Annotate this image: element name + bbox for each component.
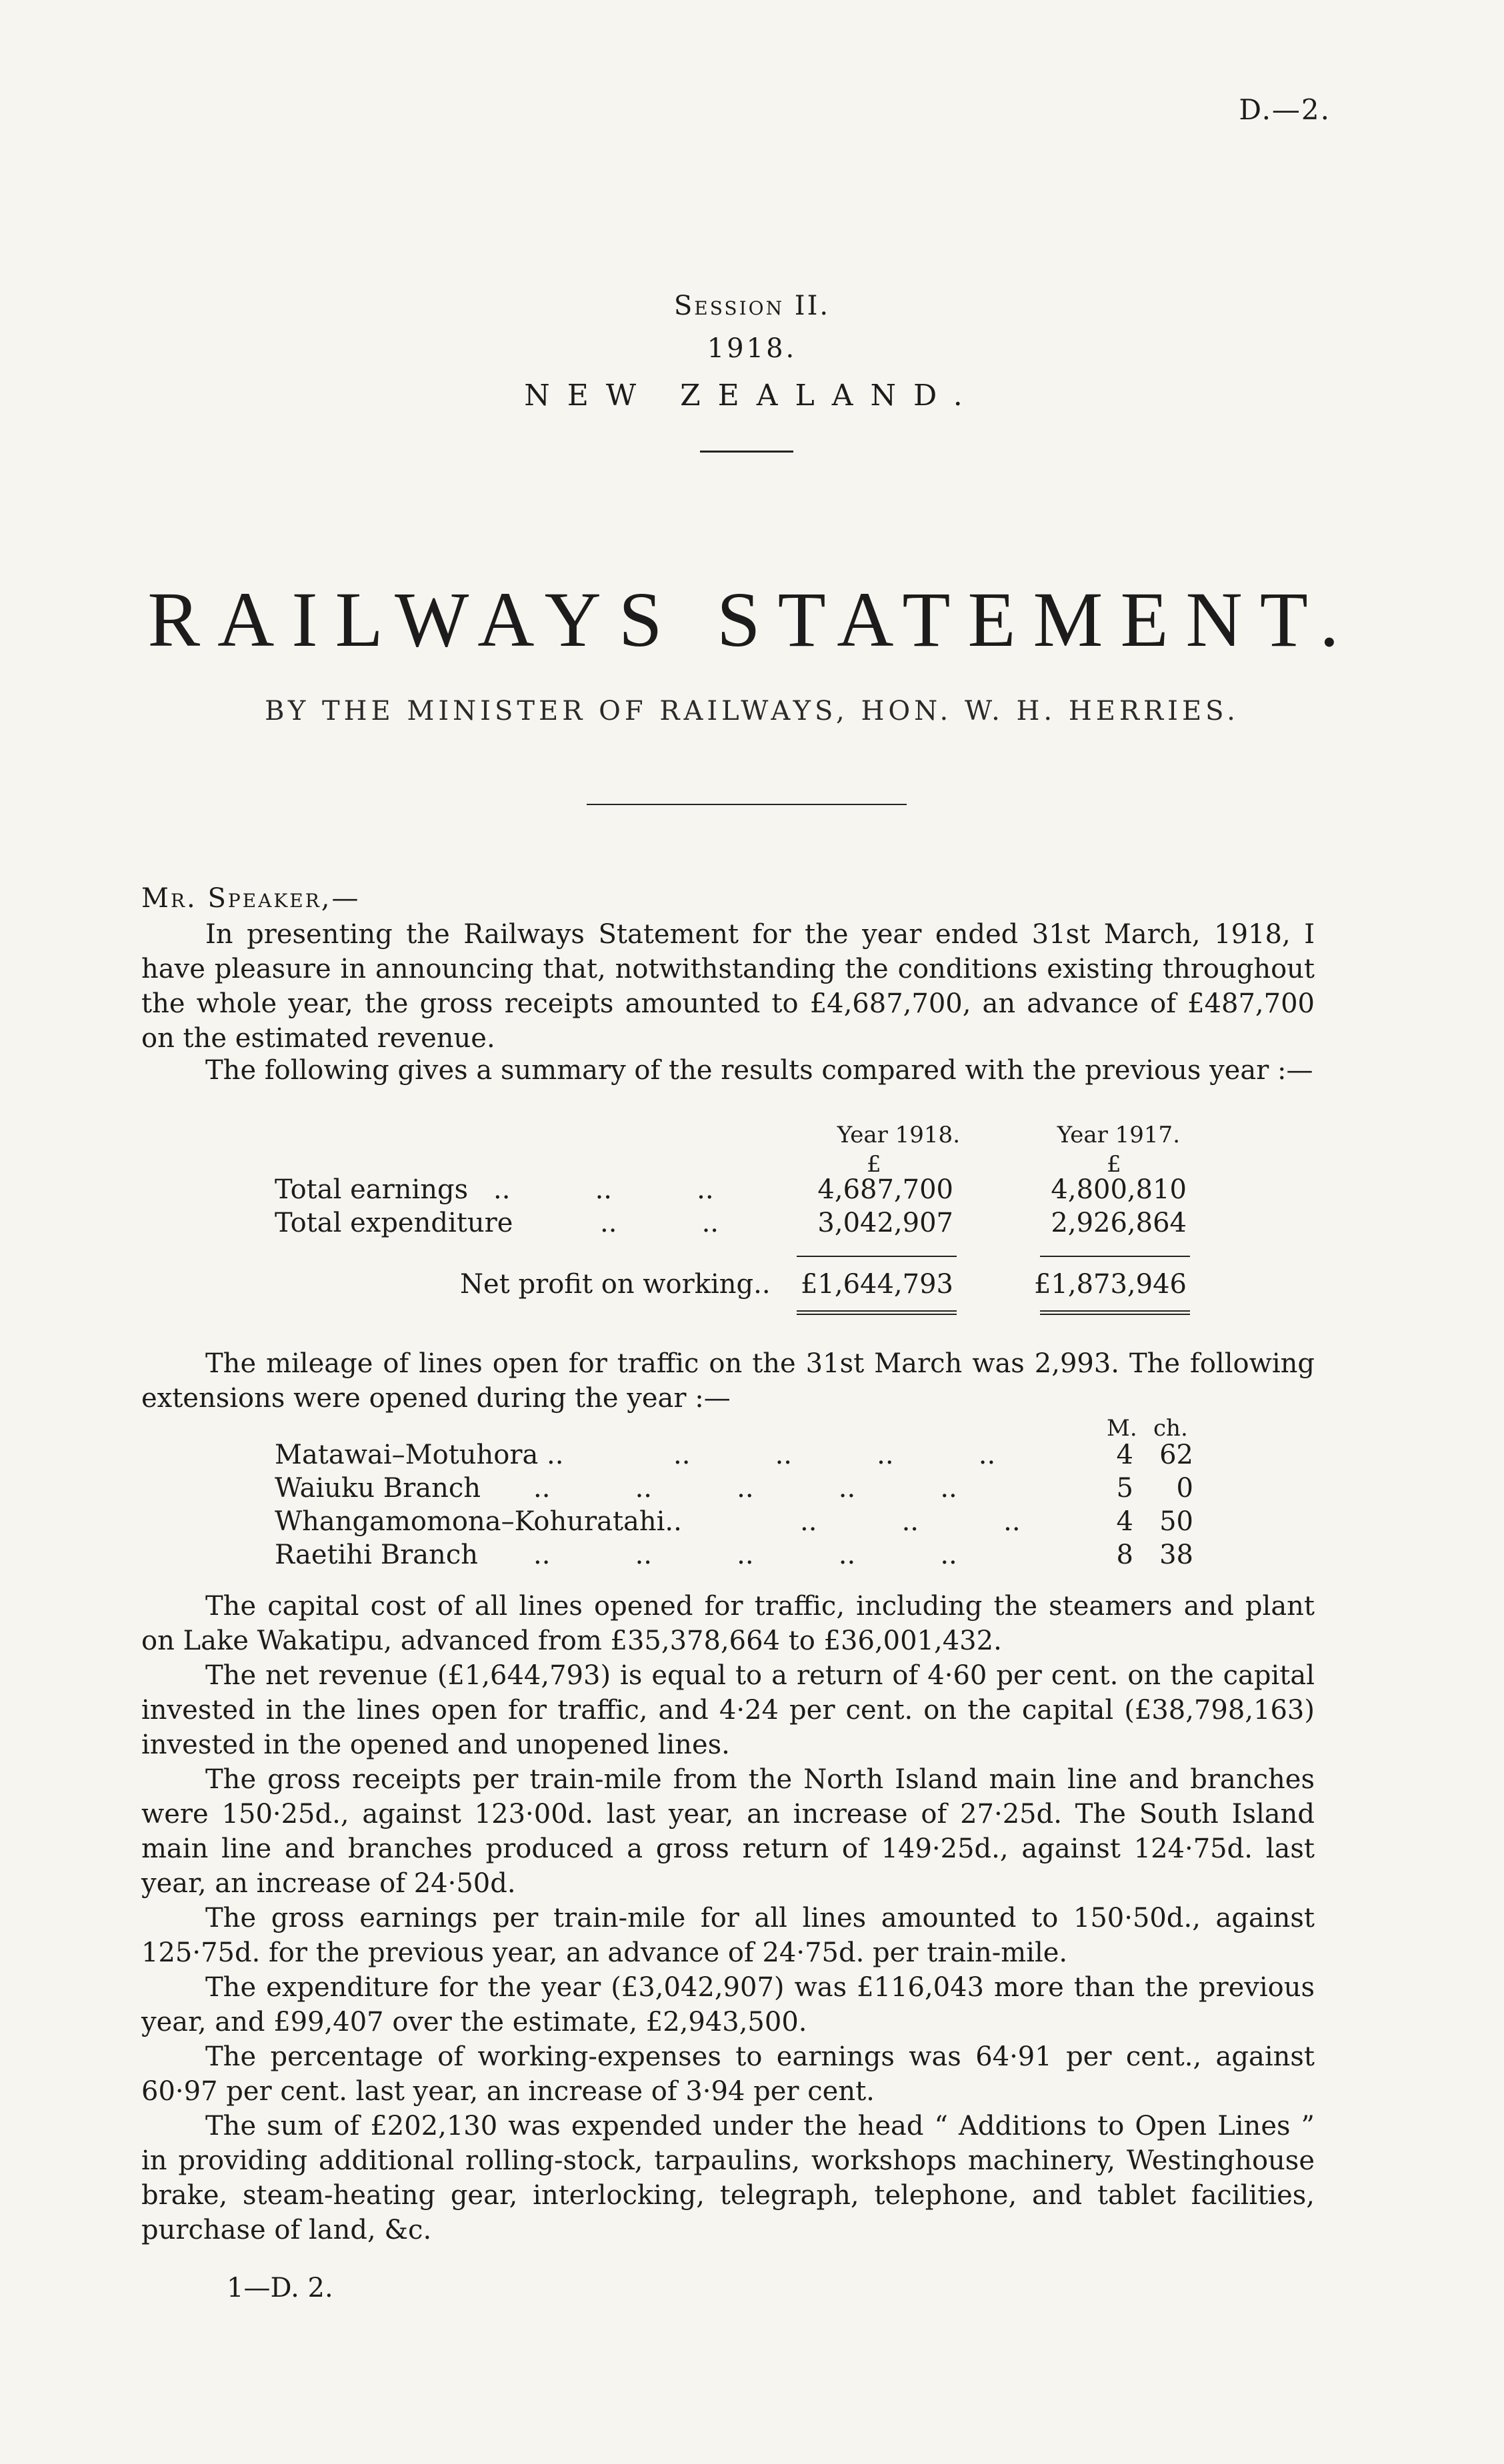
summary-row-label: Total earnings bbox=[275, 1174, 469, 1205]
extension-miles: 8 bbox=[1116, 1540, 1133, 1570]
document-reference: D.—2. bbox=[1239, 93, 1331, 126]
extension-dots: .. .. .. .. .. bbox=[533, 1473, 957, 1504]
page-subtitle: BY THE MINISTER OF RAILWAYS, HON. W. H. HERRIES. bbox=[265, 696, 1239, 726]
extension-chains: 62 bbox=[1159, 1440, 1193, 1470]
title-rule bbox=[587, 804, 907, 805]
paragraph-opening bbox=[141, 917, 1315, 1056]
summary-row-1918: 3,042,907 bbox=[817, 1208, 953, 1238]
summary-col-1918-header: Year 1918. bbox=[837, 1122, 960, 1148]
session-label: Session II. bbox=[673, 291, 831, 321]
paragraph-additions-text: The sum of £202,130 was expended under the head “ Additions to Open Lines ” in providing additional rolling-stock, tarpaulins, workshops machinery, Westinghouse brake, steam-heating gear, interlocking, telegraph, telephone, and tablet facilities, purchase of land, &c. bbox=[141, 2111, 1315, 2245]
paragraph-additions bbox=[141, 2109, 1315, 2247]
paragraph-capital-cost bbox=[141, 1589, 1315, 1658]
extension-chains: 38 bbox=[1159, 1540, 1193, 1570]
summary-net-label: Net profit on working.. bbox=[460, 1269, 771, 1300]
summary-unit-1918: £ bbox=[867, 1151, 881, 1178]
summary-subtotal-rule-1917 bbox=[1040, 1256, 1190, 1257]
extension-name: Waiuku Branch bbox=[275, 1473, 481, 1504]
paragraph-mileage bbox=[141, 1346, 1315, 1416]
paragraph-summary-intro bbox=[141, 1053, 1315, 1088]
paragraph-summary-intro-text: The following gives a summary of the results compared with the previous year :— bbox=[205, 1055, 1313, 1086]
paragraph-capital-cost-text: The capital cost of all lines opened for traffic, including the steamers and plant on Lake Wakatipu, advanced from £35,378,664 to £36,001,432. bbox=[141, 1591, 1315, 1656]
summary-row-dots: .. .. bbox=[600, 1208, 719, 1238]
footer-reference: 1—D. 2. bbox=[227, 2273, 333, 2303]
extensions-col-m-header: M. bbox=[1107, 1415, 1137, 1442]
summary-total-double-rule-1918 bbox=[797, 1310, 957, 1315]
summary-net-1917: £1,873,946 bbox=[1033, 1269, 1187, 1300]
extension-miles: 5 bbox=[1116, 1473, 1133, 1504]
paragraph-opening-text: In presenting the Railways Statement for the year ended 31st March, 1918, I have pleasure in announcing that, notwithstanding the conditions existing throughout the whole year, the gross receipts amounted to £4,687,700, an advance of £487,700 on the estimated revenue. bbox=[141, 919, 1315, 1054]
paragraph-gross-receipts-text: The gross receipts per train-mile from the North Island main line and branches were 150·25d., against 123·00d. last year, an increase of 27·25d. The South Island main line and branches produced a gross return of 149·25d., against 124·75d. last year, an increase of 24·50d. bbox=[141, 1764, 1315, 1899]
extension-name: Matawai–Motuhora .. bbox=[275, 1440, 564, 1470]
paragraph-working-expenses-text: The percentage of working-expenses to earnings was 64·91 per cent., against 60·97 per cent. last year, an increase of 3·94 per cent. bbox=[141, 2041, 1315, 2107]
extension-dots: .. .. .. .. .. bbox=[533, 1540, 957, 1570]
year-label: 1918. bbox=[707, 333, 797, 364]
summary-unit-1917: £ bbox=[1107, 1151, 1121, 1178]
paragraph-expenditure-text: The expenditure for the year (£3,042,907) was £116,043 more than the previous year, and £99,407 over the estimate, £2,943,500. bbox=[141, 1972, 1315, 2037]
summary-total-double-rule-1917 bbox=[1040, 1310, 1190, 1315]
extension-miles: 4 bbox=[1116, 1440, 1133, 1470]
extension-name: Raetihi Branch bbox=[275, 1540, 478, 1570]
summary-row-1918: 4,687,700 bbox=[817, 1174, 953, 1205]
header-rule bbox=[700, 451, 793, 453]
paragraph-gross-earnings bbox=[141, 1901, 1315, 1970]
paragraph-expenditure bbox=[141, 1970, 1315, 2039]
extension-chains: 0 bbox=[1176, 1473, 1193, 1504]
page-title: RAILWAYS STATEMENT. bbox=[147, 576, 1357, 663]
summary-row-1917: 4,800,810 bbox=[1051, 1174, 1187, 1205]
summary-row-label: Total expenditure bbox=[275, 1208, 513, 1238]
summary-subtotal-rule-1918 bbox=[797, 1256, 957, 1257]
paragraph-net-revenue bbox=[141, 1658, 1315, 1762]
extension-dots: .. .. .. bbox=[800, 1506, 1021, 1537]
country-label: NEW ZEALAND. bbox=[524, 379, 980, 413]
extension-chains: 50 bbox=[1159, 1506, 1193, 1537]
summary-net-1918: £1,644,793 bbox=[800, 1269, 953, 1300]
paragraph-gross-receipts bbox=[141, 1762, 1315, 1901]
summary-row-1917: 2,926,864 bbox=[1051, 1208, 1187, 1238]
paragraph-mileage-text: The mileage of lines open for traffic on the 31st March was 2,993. The following extensions were opened during the year :— bbox=[141, 1348, 1315, 1414]
extension-dots: .. .. .. .. bbox=[673, 1440, 996, 1470]
summary-row-dots: .. .. .. bbox=[493, 1174, 714, 1205]
extension-name: Whangamomona–Kohuratahi.. bbox=[275, 1506, 682, 1537]
paragraph-working-expenses bbox=[141, 2039, 1315, 2109]
extensions-col-ch-header: ch. bbox=[1153, 1415, 1188, 1442]
salutation: Mr. Speaker,— bbox=[141, 883, 361, 914]
paragraph-net-revenue-text: The net revenue (£1,644,793) is equal to a return of 4·60 per cent. on the capital invested in the lines open for traffic, and 4·24 per cent. on the capital (£38,798,163) invested in the opened and unopened lines. bbox=[141, 1660, 1315, 1760]
summary-col-1917-header: Year 1917. bbox=[1057, 1122, 1180, 1148]
extension-miles: 4 bbox=[1116, 1506, 1133, 1537]
paragraph-gross-earnings-text: The gross earnings per train-mile for all lines amounted to 150·50d., against 125·75d. for the previous year, an advance of 24·75d. per train-mile. bbox=[141, 1903, 1315, 1968]
